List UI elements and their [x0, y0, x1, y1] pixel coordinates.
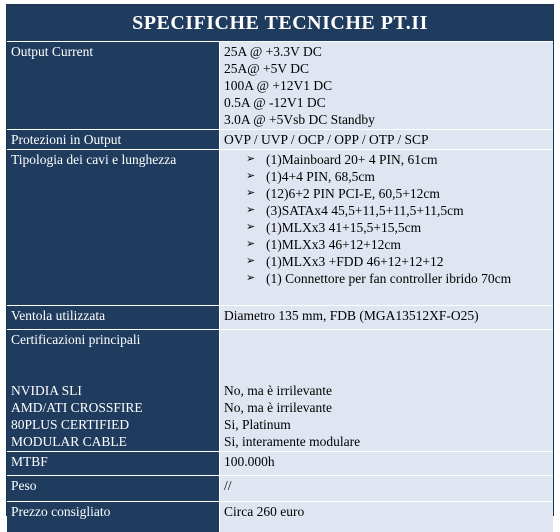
output-current-line: 3.0A @ +5Vsb DC Standby — [224, 112, 375, 127]
arrow-bullet-icon: ➢ — [246, 170, 256, 182]
row-mtbf — [7, 452, 553, 476]
list-item: ➢ (3)SATAx4 45,5+11,5+11,5+11,5cm — [246, 203, 464, 218]
label-prezzo: Prezzo consigliato — [7, 502, 220, 532]
arrow-bullet-icon: ➢ — [246, 221, 256, 233]
table-title: SPECIFICHE TECNICHE PT.II — [7, 5, 553, 42]
value-protezioni: OVP / UVP / OCP / OPP / OTP / SCP — [220, 130, 554, 150]
label-mtbf: MTBF — [7, 452, 220, 476]
output-current-line: 100A @ +12V1 DC — [224, 78, 333, 93]
value-cavi — [220, 150, 554, 306]
cert-label: MODULAR CABLE — [11, 434, 127, 449]
list-item: ➢ (1)4+4 PIN, 68,5cm — [246, 169, 375, 184]
cable-list — [224, 151, 549, 287]
list-item: ➢ (1)MLXx3 46+12+12cm — [246, 237, 401, 252]
cert-value: Si, interamente modulare — [224, 434, 361, 449]
arrow-bullet-icon: ➢ — [246, 272, 256, 284]
output-current-line: 0.5A @ -12V1 DC — [224, 95, 326, 110]
value-output-current — [220, 42, 554, 130]
label-output-current: Output Current — [7, 42, 220, 130]
arrow-bullet-icon: ➢ — [246, 204, 256, 216]
row-certificazioni — [7, 330, 553, 452]
value-certificazioni — [220, 330, 554, 452]
row-ventola — [7, 306, 553, 330]
cert-label: 80PLUS CERTIFIED — [11, 417, 130, 432]
output-current-line: 25A @ +3.3V DC — [224, 44, 322, 59]
spec-table — [7, 42, 553, 532]
row-output-current — [7, 42, 553, 130]
value-ventola: Diametro 135 mm, FDB (MGA13512XF-O25) — [220, 306, 554, 330]
cert-label: NVIDIA SLI — [11, 383, 82, 398]
row-prezzo — [7, 502, 553, 532]
value-mtbf: 100.000h — [220, 452, 554, 476]
list-item: ➢ (1)MLXx3 41+15,5+15,5cm — [246, 220, 422, 235]
value-prezzo: Circa 260 euro — [220, 502, 554, 532]
value-peso: // — [220, 476, 554, 502]
label-certificazioni — [7, 330, 220, 452]
arrow-bullet-icon: ➢ — [246, 153, 256, 165]
list-item: ➢ (1)MLXx3 +FDD 46+12+12+12 — [246, 254, 444, 269]
list-item: ➢ (12)6+2 PIN PCI-E, 60,5+12cm — [246, 186, 440, 201]
arrow-bullet-icon: ➢ — [246, 255, 256, 267]
row-cavi — [7, 150, 553, 306]
label-cavi: Tipologia dei cavi e lunghezza — [7, 150, 220, 306]
list-item: ➢ (1) Connettore per fan controller ibrido 70cm — [246, 271, 512, 286]
arrow-bullet-icon: ➢ — [246, 238, 256, 250]
arrow-bullet-icon: ➢ — [246, 187, 256, 199]
list-item: ➢ (1)Mainboard 20+ 4 PIN, 61cm — [246, 152, 438, 167]
cert-value: Si, Platinum — [224, 417, 291, 432]
cert-value: No, ma è irrilevante — [224, 400, 332, 415]
cert-label: AMD/ATI CROSSFIRE — [11, 400, 143, 415]
row-protezioni — [7, 130, 553, 150]
label-ventola: Ventola utilizzata — [7, 306, 220, 330]
cert-value: No, ma è irrilevante — [224, 383, 332, 398]
output-current-line: 25A@ +5V DC — [224, 61, 310, 76]
certificazioni-heading: Certificazioni principali — [11, 332, 141, 347]
spec-table-frame — [6, 4, 554, 519]
label-peso: Peso — [7, 476, 220, 502]
row-peso — [7, 476, 553, 502]
label-protezioni: Protezioni in Output — [7, 130, 220, 150]
